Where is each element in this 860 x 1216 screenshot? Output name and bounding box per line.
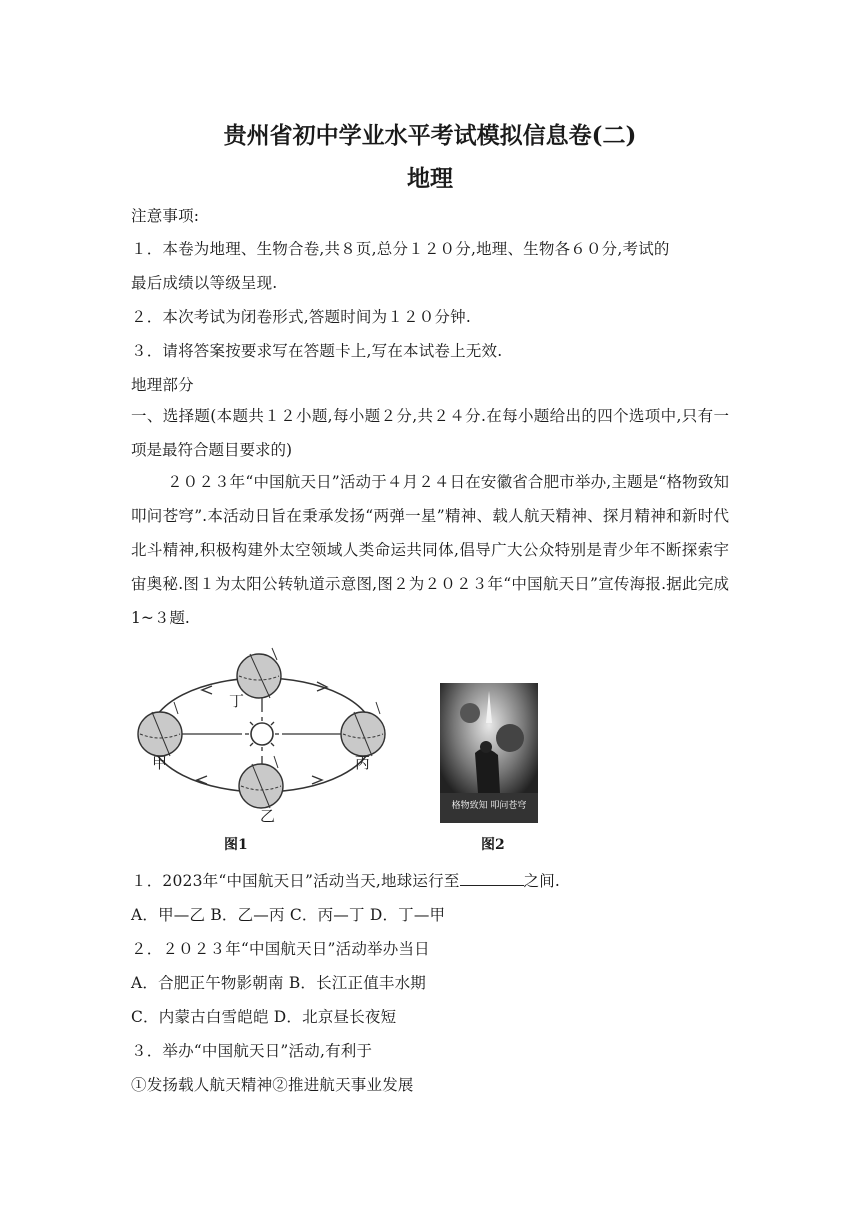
question-3-stem: ３．举办“中国航天日”活动,有利于 — [131, 1042, 373, 1060]
label-jia: 甲 — [152, 754, 168, 772]
notice-item-1: １．本卷为地理、生物合卷,共８页,总分１２０分,地理、生物各６０分,考试的 — [131, 240, 670, 258]
passage-text: ２０２３年“中国航天日”活动于４月２４日在安徽省合肥市举办,主题是“格物致知叩问苍穹”.本活动日旨在秉承发扬“两弹一星”精神、载人航天精神、探月精神和新时代北斗精神,积极构建外太空领域人类命运共同体,倡导广大公众特别是青少年不断探索宇宙奥秘.图１为太阳公转轨道示意图,图２为２０２３年“中国航天日”宣传海报.据此完成1~３题. — [131, 473, 729, 627]
earth-icon — [138, 702, 182, 756]
question-3-statements: ①发扬载人航天精神②推进航天事业发展 — [131, 1076, 414, 1094]
question-1-stem-end: 之间. — [523, 872, 561, 890]
subject-title: 地理 — [407, 165, 453, 192]
earth-icon — [239, 756, 283, 808]
poster-image — [440, 683, 538, 823]
figure-2-caption: 图2 — [481, 837, 505, 853]
sun-icon — [245, 717, 279, 751]
page-title: 贵州省初中学业水平考试模拟信息卷(二) — [223, 122, 637, 149]
question-1-stem — [131, 869, 560, 891]
section-heading: 一、选择题(本题共１２小题,每小题２分,共２４分.在每小题给出的四个选项中,只有一项是最符合题目要求的) — [131, 407, 729, 459]
label-ding: 丁 — [229, 692, 245, 710]
label-yi: 乙 — [260, 807, 276, 825]
answer-blank — [460, 871, 524, 886]
label-bing: 丙 — [355, 754, 371, 772]
notice-heading: 注意事项: — [131, 207, 200, 225]
notice-item-2: ２．本次考试为闭卷形式,答题时间为１２０分钟. — [131, 308, 471, 326]
figure-1-caption: 图1 — [224, 837, 248, 853]
notice-item-1-cont: 最后成绩以等级呈现. — [131, 274, 278, 292]
part-heading: 地理部分 — [131, 376, 194, 394]
question-2-options-2: C．内蒙古白雪皑皑 D．北京昼长夜短 — [131, 1008, 397, 1026]
poster-slogan: 格物致知 叩问苍穹 — [451, 801, 527, 811]
question-1-stem-text: １．2023年“中国航天日”活动当天,地球运行至 — [131, 872, 460, 890]
question-2-stem: ２．２０２３年“中国航天日”活动举办当日 — [131, 940, 430, 958]
question-1-options: A．甲—乙 B．乙—丙 C．丙—丁 D．丁—甲 — [131, 906, 446, 924]
notice-item-3: ３．请将答案按要求写在答题卡上,写在本试卷上无效. — [131, 342, 503, 360]
question-2-options-1: A．合肥正午物影朝南 B．长江正值丰水期 — [131, 974, 427, 992]
